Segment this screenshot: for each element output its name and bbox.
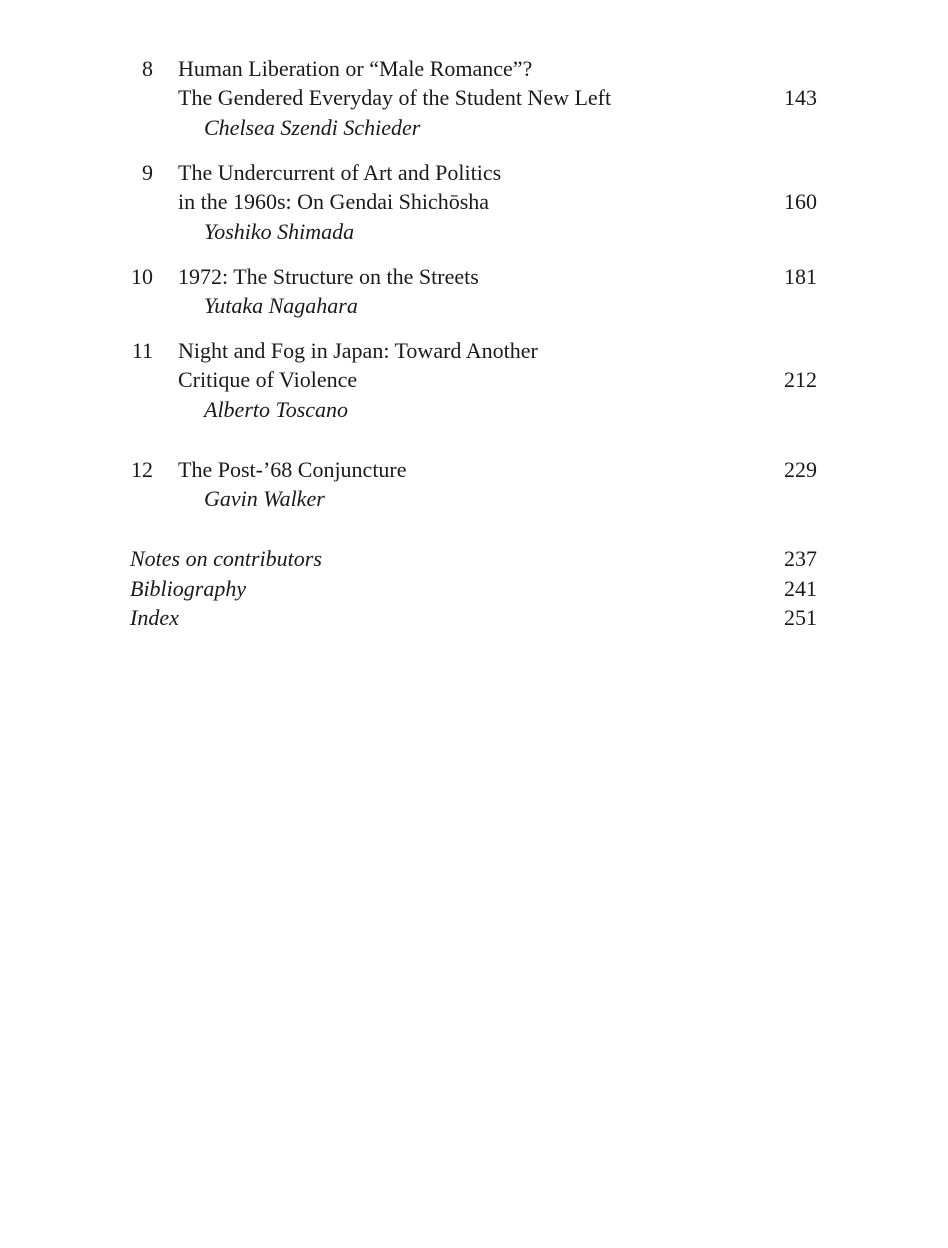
chapter-title-line: Night and Fog in Japan: Toward Another	[178, 338, 538, 363]
page-number: 251	[784, 605, 817, 630]
back-matter-title: Notes on contributors	[130, 546, 322, 571]
page-number: 237	[784, 546, 817, 571]
chapter-author: Alberto Toscano	[204, 397, 349, 422]
chapter-number: 8	[142, 56, 153, 81]
page-number: 241	[784, 576, 817, 601]
chapter-author: Yoshiko Shimada	[204, 219, 355, 244]
chapter-title-line: Human Liberation or “Male Romance”?	[178, 56, 533, 81]
chapter-number: 12	[131, 457, 153, 482]
chapter-title-line: The Undercurrent of Art and Politics	[178, 160, 502, 185]
chapter-author: Yutaka Nagahara	[204, 293, 358, 318]
chapter-number: 11	[131, 338, 153, 363]
page-number: 160	[784, 189, 817, 214]
chapter-title-line: The Gendered Everyday of the Student New Left	[178, 85, 612, 110]
chapter-number: 10	[131, 264, 153, 289]
chapter-title-line: Critique of Violence	[178, 367, 358, 392]
page-number: 212	[784, 367, 817, 392]
chapter-title-line: 1972: The Structure on the Streets	[178, 264, 479, 289]
chapter-author: Gavin Walker	[204, 486, 325, 511]
back-matter-title: Index	[130, 605, 179, 630]
back-matter-title: Bibliography	[130, 576, 247, 601]
chapter-number: 9	[142, 160, 153, 185]
chapter-title-line: in the 1960s: On Gendai Shichōsha	[178, 189, 490, 214]
chapter-title-line: The Post-’68 Conjuncture	[178, 457, 407, 482]
page-number: 229	[784, 457, 817, 482]
chapter-author: Chelsea Szendi Schieder	[204, 115, 421, 140]
page-number: 181	[784, 264, 817, 289]
page-number: 143	[784, 85, 817, 110]
